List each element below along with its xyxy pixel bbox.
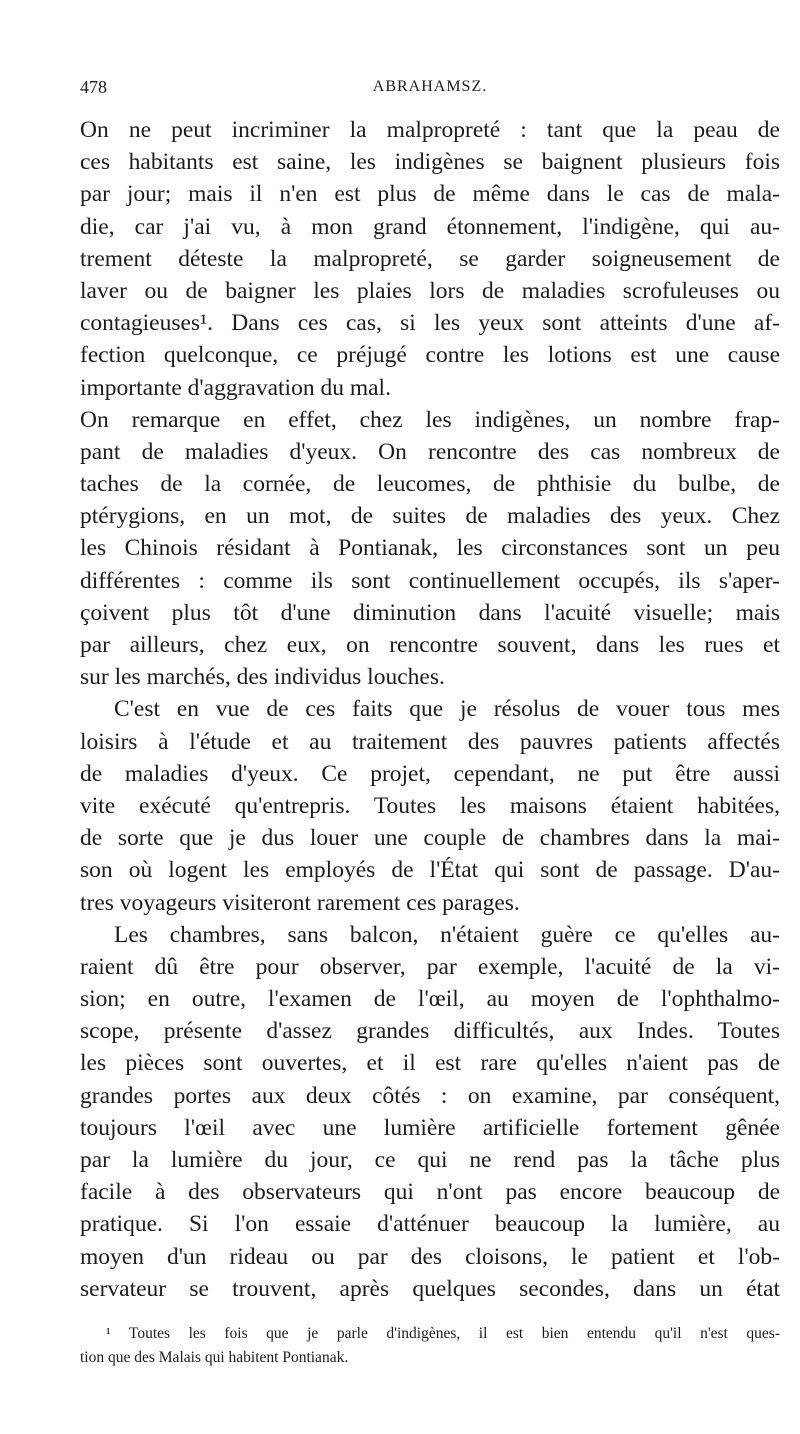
text-line: toujours l'œil avec une lumière artificielle fortement gênée [80, 1114, 780, 1141]
text-line: ces habitants est saine, les indigènes se baignent plusieurs fois [80, 149, 780, 176]
text-line: raient dû être pour observer, par exemple, l'acuité de la vi- [80, 953, 780, 980]
footnote [80, 1322, 780, 1370]
footnote-line: tion que des Malais qui habitent Pontianak. [80, 1349, 349, 1366]
text-line: laver ou de baigner les plaies lors de maladies scrofuleuses ou [80, 277, 780, 304]
running-head [80, 74, 780, 100]
text-line: par jour; mais il n'en est plus de même dans le cas de mala- [80, 181, 780, 208]
text-line: les Chinois résidant à Pontianak, les circonstances sont un peu [80, 535, 780, 562]
page-number: 478 [80, 77, 107, 97]
text-line: trement déteste la malpropreté, se garder soigneusement de [80, 245, 780, 272]
text-line: importante d'aggravation du mal. [80, 374, 391, 401]
body-text [80, 114, 780, 1305]
text-line: par ailleurs, chez eux, on rencontre souvent, dans les rues et [80, 632, 780, 658]
text-line: ptérygions, en un mot, de suites de maladies des yeux. Chez [80, 503, 780, 530]
text-line: facile à des observateurs qui n'ont pas encore beaucoup de [80, 1179, 780, 1206]
text-line: sion; en outre, l'examen de l'œil, au moyen de l'ophthalmo- [80, 986, 780, 1013]
text-line: les pièces sont ouvertes, et il est rare qu'elles n'aient pas de [80, 1050, 780, 1077]
text-line: grandes portes aux deux côtés : on examine, par conséquent, [80, 1082, 780, 1109]
text-line: fection quelconque, ce préjugé contre les lotions est une cause [80, 342, 780, 369]
text-line: pratique. Si l'on essaie d'atténuer beaucoup la lumière, au [80, 1211, 780, 1238]
text-line: tres voyageurs visiteront rarement ces parages. [80, 889, 520, 916]
text-line: vite exécuté qu'entrepris. Toutes les maisons étaient habitées, [80, 792, 780, 819]
text-line: son où logent les employés de l'État qui sont de passage. D'au- [80, 857, 780, 884]
text-line: On remarque en effet, chez les indigènes, un nombre frap- [80, 406, 780, 433]
text-line: Les chambres, sans balcon, n'étaient guère ce qu'elles au- [114, 921, 780, 948]
text-line: de maladies d'yeux. Ce projet, cependant, ne put être aussi [80, 760, 780, 787]
text-line: sur les marchés, des individus louches. [80, 664, 445, 691]
text-line: différentes : comme ils sont continuellement occupés, ils s'aper- [80, 567, 780, 594]
text-line: loisirs à l'étude et au traitement des pauvres patients affectés [80, 728, 780, 755]
text-line: de sorte que je dus louer une couple de chambres dans la mai- [80, 825, 780, 852]
text-line: çoivent plus tôt d'une diminution dans l'acuité visuelle; mais [80, 599, 780, 626]
text-line: moyen d'un rideau ou par des cloisons, le patient et l'ob- [80, 1243, 780, 1270]
running-title: ABRAHAMSZ. [372, 78, 488, 95]
footnote-line: ¹ Toutes les fois que je parle d'indigènes, il est bien entendu qu'il n'est ques- [106, 1325, 780, 1342]
text-line: par la lumière du jour, ce qui ne rend pas la tâche plus [80, 1147, 780, 1173]
text-line: taches de la cornée, de leucomes, de phthisie du bulbe, de [80, 471, 780, 498]
text-line: pant de maladies d'yeux. On rencontre des cas nombreux de [80, 438, 780, 465]
text-line: contagieuses¹. Dans ces cas, si les yeux sont atteints d'une af- [80, 310, 780, 337]
text-line: servateur se trouvent, après quelques secondes, dans un état [80, 1275, 780, 1302]
text-line: scope, présente d'assez grandes difficultés, aux Indes. Toutes [80, 1018, 780, 1045]
text-line: die, car j'ai vu, à mon grand étonnement, l'indigène, qui au- [80, 213, 780, 240]
text-line: C'est en vue de ces faits que je résolus de vouer tous mes [114, 696, 780, 723]
text-line: On ne peut incriminer la malpropreté : tant que la peau de [80, 117, 780, 143]
